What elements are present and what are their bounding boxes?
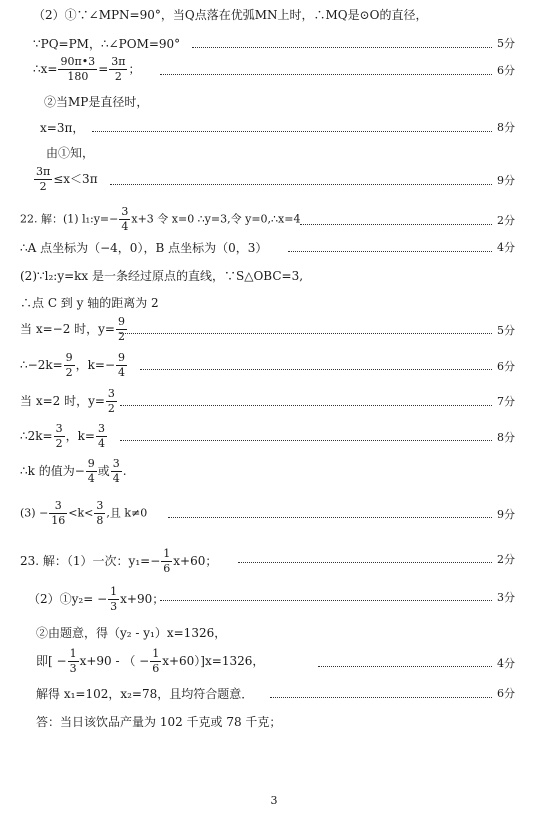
fraction: $\frac{3}{4}$ xyxy=(112,457,120,485)
page-number: 3 xyxy=(270,794,278,807)
leader-dots xyxy=(110,184,492,185)
leader-dots xyxy=(120,440,492,441)
line-16: ∴k 的值为− $\frac{9}{4}$ 或 $\frac{3}{4}$ . xyxy=(20,457,127,485)
score-label: 6分 xyxy=(497,360,515,373)
leader-dots xyxy=(120,333,492,334)
score-label: 2分 xyxy=(497,553,515,566)
fraction: $\frac{1}{3}$ xyxy=(110,585,118,613)
leader-dots xyxy=(318,666,492,667)
leader-dots xyxy=(160,74,492,75)
line-4: ②当MP是直径时， xyxy=(44,95,149,109)
fraction: $\frac{1}{6}$ xyxy=(152,647,160,675)
fraction: $\frac{9}{4}$ xyxy=(118,351,126,379)
leader-dots xyxy=(238,562,492,563)
fraction: $\frac{9}{2}$ xyxy=(65,351,73,379)
line-1: （2）①∵∠MPN=90°，当Q点落在优弧MN上时，∴MQ是⊙O的直径， xyxy=(33,8,428,22)
line-5: x=3π， xyxy=(40,121,85,135)
score-label: 9分 xyxy=(497,508,515,521)
leader-dots xyxy=(192,47,492,48)
leader-dots xyxy=(140,369,492,370)
line-11: ∴点 C 到 y 轴的距离为 2 xyxy=(20,296,159,310)
line-7: $\frac{3\pi}{2}$ ≤x＜3π xyxy=(36,165,98,193)
fraction: $\frac{3\pi}{2}$ xyxy=(111,55,126,83)
fraction: $\frac{90\pi•3}{180}$ xyxy=(60,55,96,83)
line-10: (2)∵l₂:y=kx 是一条经过原点的直线，∵S△OBC=3, xyxy=(20,269,304,283)
score-label: 5分 xyxy=(497,324,515,337)
line-21: 即[ − $\frac{1}{3}$ x+90 - （ − $\frac{1}{6}$ x+60）]x=1326， xyxy=(36,647,265,675)
score-label: 5分 xyxy=(497,37,515,50)
fraction: $\frac{3}{2}$ xyxy=(107,387,115,415)
fraction: $\frac{3\pi}{2}$ xyxy=(36,165,51,193)
fraction: $\frac{3}{4}$ xyxy=(97,422,105,450)
leader-dots xyxy=(270,697,492,698)
leader-dots xyxy=(300,224,492,225)
line-17: (3) − $\frac{3}{16}$ <k< $\frac{3}{8}$ ,且 k≠0 xyxy=(20,499,148,527)
line-3: ∴x= $\frac{90\pi•3}{180}$ = $\frac{3\pi}{2}$ ； xyxy=(33,55,141,83)
score-label: 8分 xyxy=(497,431,515,444)
score-label: 2分 xyxy=(497,214,515,227)
line-14: 当 x=2 时，y= $\frac{3}{2}$ xyxy=(20,387,115,415)
line-19: （2）①y₂= − $\frac{1}{3}$ x+90； xyxy=(28,585,165,613)
fraction: $\frac{3}{4}$ xyxy=(121,205,129,233)
score-label: 6分 xyxy=(497,64,515,77)
line-13: ∴−2k= $\frac{9}{2}$ ，k=− $\frac{9}{4}$ xyxy=(20,351,126,379)
line-23: 答：当日该饮品产量为 102 千克或 78 千克； xyxy=(36,715,282,729)
score-label: 9分 xyxy=(497,174,515,187)
fraction: $\frac{3}{2}$ xyxy=(55,422,63,450)
line-15: ∴2k= $\frac{3}{2}$ ，k= $\frac{3}{4}$ xyxy=(20,422,105,450)
line-20: ②由题意，得（y₂ - y₁）x=1326， xyxy=(36,626,227,640)
line-6: 由①知， xyxy=(46,146,95,160)
line-8: 22. 解：(1) l₁:y=− $\frac{3}{4}$ x+3 令 x=0 ∴y=3,令 y=0,∴x=4 xyxy=(20,205,301,233)
score-label: 4分 xyxy=(497,657,515,670)
score-label: 4分 xyxy=(497,241,515,254)
fraction: $\frac{1}{3}$ xyxy=(69,647,77,675)
line-12: 当 x=−2 时，y= $\frac{9}{2}$ xyxy=(20,315,125,343)
fraction: $\frac{3}{16}$ xyxy=(51,499,66,527)
leader-dots xyxy=(168,517,492,518)
line-2: ∵PQ=PM，∴∠POM=90° xyxy=(33,37,181,51)
line-9: ∴A 点坐标为（−4，0），B 点坐标为（0，3） xyxy=(20,241,268,255)
leader-dots xyxy=(160,600,492,601)
fraction: $\frac{1}{6}$ xyxy=(163,547,171,575)
score-label: 6分 xyxy=(497,687,515,700)
leader-dots xyxy=(92,131,492,132)
score-label: 8分 xyxy=(497,121,515,134)
fraction: $\frac{9}{4}$ xyxy=(87,457,95,485)
leader-dots xyxy=(288,251,492,252)
fraction: $\frac{3}{8}$ xyxy=(96,499,104,527)
score-label: 7分 xyxy=(497,395,515,408)
line-18: 23. 解：（1）一次：y₁=− $\frac{1}{6}$ x+60； xyxy=(20,547,218,575)
score-label: 3分 xyxy=(497,591,515,604)
line-22: 解得 x₁=102，x₂=78，且均符合题意． xyxy=(36,687,254,701)
leader-dots xyxy=(120,405,492,406)
fraction: $\frac{9}{2}$ xyxy=(117,315,125,343)
